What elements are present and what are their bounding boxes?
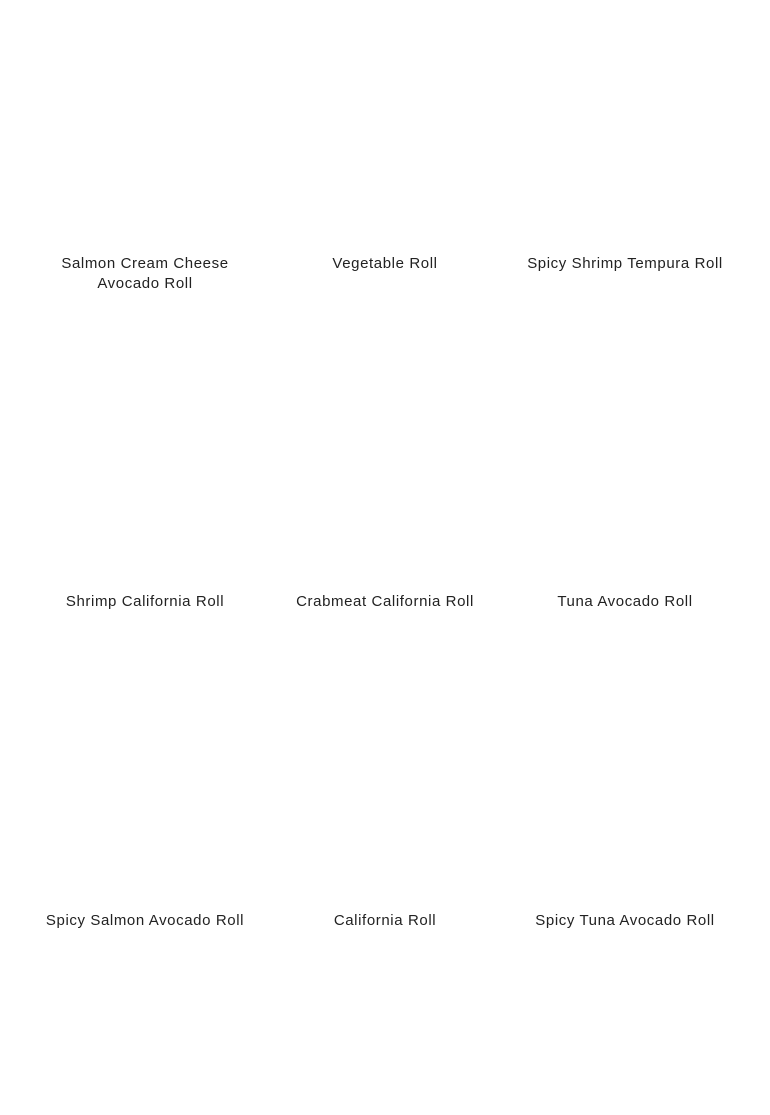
item-name[interactable]: California Roll	[333, 912, 437, 929]
menu-item-spicy-salmon-avocado-roll[interactable]	[25, 657, 265, 931]
menu-item-spicy-shrimp-tempura-roll[interactable]	[505, 0, 745, 274]
menu-item-crabmeat-california-roll[interactable]	[265, 338, 505, 612]
item-image-placeholder[interactable]	[275, 338, 495, 592]
item-name[interactable]: Crabmeat California Roll	[296, 593, 474, 610]
menu-item-vegetable-roll[interactable]	[265, 0, 505, 274]
menu-item-california-roll[interactable]	[265, 657, 505, 931]
item-name[interactable]: Vegetable Roll	[332, 255, 438, 272]
item-name[interactable]: Shrimp California Roll	[65, 593, 225, 610]
item-image-placeholder[interactable]	[35, 0, 255, 254]
menu-item-spicy-tuna-avocado-roll[interactable]	[505, 657, 745, 931]
item-image-placeholder[interactable]	[35, 657, 255, 911]
item-image-placeholder[interactable]	[515, 0, 735, 254]
item-name[interactable]: Tuna Avocado Roll	[557, 593, 693, 610]
item-image-placeholder[interactable]	[515, 657, 735, 911]
menu-item-tuna-avocado-roll[interactable]	[505, 338, 745, 612]
item-image-placeholder[interactable]	[515, 338, 735, 592]
item-name[interactable]: Spicy Salmon Avocado Roll	[45, 912, 245, 929]
item-image-placeholder[interactable]	[275, 657, 495, 911]
item-name[interactable]: Spicy Tuna Avocado Roll	[535, 912, 715, 929]
item-name[interactable]: Spicy Shrimp Tempura Roll	[527, 255, 723, 272]
menu-item-shrimp-california-roll[interactable]	[25, 338, 265, 612]
item-image-placeholder[interactable]	[275, 0, 495, 254]
item-name[interactable]: Salmon Cream Cheese Avocado Roll	[61, 255, 229, 292]
menu-item-salmon-cream-cheese-avocado-roll[interactable]	[25, 0, 265, 294]
item-image-placeholder[interactable]	[35, 338, 255, 592]
